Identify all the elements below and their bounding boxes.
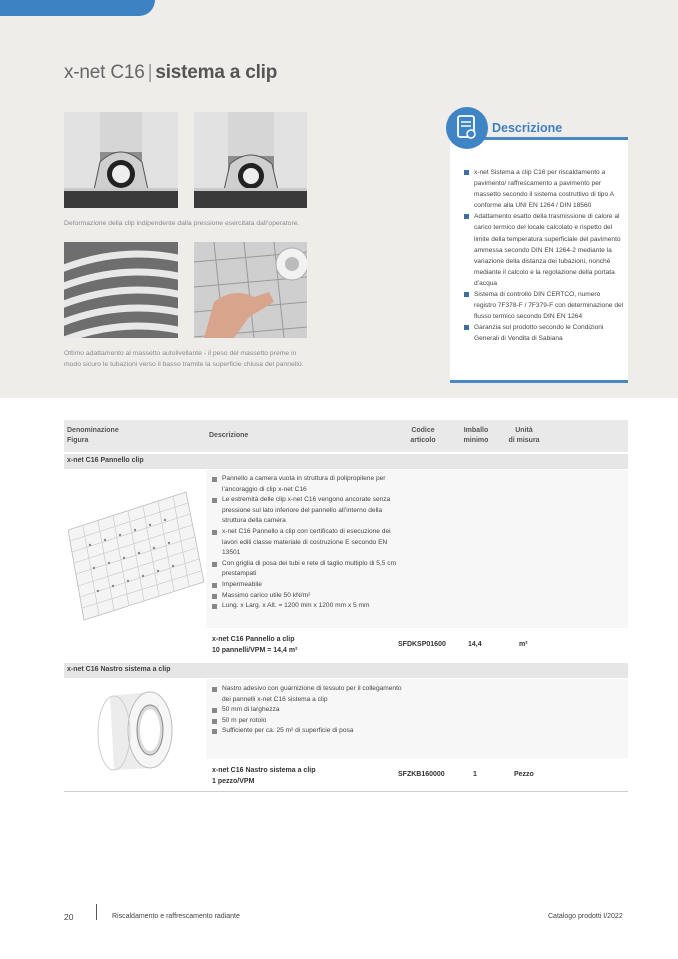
- list-item: Sufficiente per ca. 25 m² di superficie di posa: [212, 726, 402, 737]
- list-item: Massimo carico utile 50 kN/m²: [212, 591, 402, 602]
- photo-caption-top: Deformazione della clip indipendente dalla pressione esercitata dall’operatore.: [64, 220, 300, 227]
- description-list: [464, 167, 624, 345]
- list-item: Sistema di controllo DIN CERTCO, numero registro 7F378-F / 7F379-F con determinazione del flusso termico secondo DIN EN 1264: [464, 289, 624, 322]
- list-item: 50 m per rotolo: [212, 716, 402, 727]
- group-row-nastro: x-net C16 Nastro sistema a clip: [64, 663, 628, 678]
- clip-photo-1: [64, 112, 178, 208]
- header-unita: Unità di misura: [508, 427, 540, 444]
- list-item: Le estremità delle clip x-net C16 vengono ancorate senza pressione sul lato inferiore del pannello all’interno della struttura della camera: [212, 495, 402, 527]
- pannello-code: SFDKSP01600: [398, 641, 446, 648]
- footer-section: Riscaldamento e raffrescamento radiante: [112, 913, 240, 920]
- list-item: Adattamento esatto della trasmissione di calore al carico termico del locale calcolato e rispetto del limite della temperatura superficiale del pavimento ammessa secondo DIN EN 1264-2 mediante la variazione della distanza dei tubazioni, nonché mediante il calcolo e la regolazione della portata d’acqua: [464, 211, 624, 289]
- tape-roll-image: [92, 684, 182, 774]
- pannello-pack: 14,4: [468, 641, 482, 648]
- header-imballo: Imballo minimo: [463, 427, 489, 444]
- clip-photo-2: [194, 112, 307, 208]
- list-item: x-net Sistema a clip C16 per riscaldamento a pavimento/ raffrescamento a pavimento per massetto secondo il sistema costruttivo di tipo A conforme alla UNI EN 1264 / DIN 18560: [464, 167, 624, 211]
- header-descrizione: Descrizione: [209, 432, 249, 439]
- title-separator: |: [147, 62, 153, 83]
- pipes-photo: [64, 242, 178, 338]
- list-item: x-net C16 Pannello a clip con certificato di esecuzione dei lavori edili classe materiale di costruzione E secondo EN 13501: [212, 527, 402, 559]
- footer-catalog: Catalogo prodotti I/2022: [548, 913, 623, 920]
- document-icon: [446, 107, 488, 149]
- group-row-pannello: x-net C16 Pannello clip: [64, 454, 628, 469]
- corner-tab: [0, 0, 155, 16]
- list-item: Pannello a camera vuota in struttura di polipropilene per l’ancoraggio di clip x-net C16: [212, 474, 402, 495]
- photo-caption-bottom: Ottimo adattamento al massetto autolivellante - il peso del massetto preme in modo sicuro le tubazioni verso il basso tramite la superficie chiusa del pannello.: [64, 350, 304, 368]
- footer-divider: [96, 904, 97, 920]
- page-title: [64, 62, 277, 84]
- header-codice: Codice articolo: [410, 427, 436, 444]
- list-item: Garanzia sul prodotto secondo le Condizioni Generali di Vendita di Sabiana: [464, 322, 624, 344]
- nastro-unit: Pezzo: [514, 771, 534, 778]
- title-product: sistema a clip: [155, 62, 278, 83]
- pannello-features: [212, 474, 402, 612]
- list-item: Nastro adesivo con guarnizione di tessuto per il collegamento dei pannelli x-net C16 sistema a clip: [212, 684, 402, 705]
- nastro-features: [212, 684, 402, 737]
- panel-image: [68, 482, 204, 622]
- nastro-product-name: x-net C16 Nastro sistema a clip 1 pezzo/VPM: [212, 767, 316, 785]
- taping-photo: [194, 242, 307, 338]
- list-item: Con griglia di posa dei tubi e rete di taglio multiplo di 5,5 cm prestampati: [212, 559, 402, 580]
- description-title: Descrizione: [492, 121, 563, 135]
- list-item: Impermeabile: [212, 580, 402, 591]
- page-number: 20: [64, 912, 74, 922]
- nastro-code: SFZKB160000: [398, 771, 445, 778]
- title-brand: x-net C16: [64, 62, 145, 83]
- pannello-unit: m²: [519, 641, 528, 648]
- pannello-product-name: x-net C16 Pannello a clip 10 pannelli/VPM = 14,4 m²: [212, 636, 298, 654]
- list-item: 50 mm di larghezza: [212, 705, 402, 716]
- list-item: Lung. x Larg. x Alt. = 1200 mm x 1200 mm x 5 mm: [212, 601, 402, 612]
- header-denominazione: Denominazione Figura: [67, 427, 119, 444]
- nastro-pack: 1: [473, 771, 477, 778]
- table-bottom-rule: [64, 791, 628, 792]
